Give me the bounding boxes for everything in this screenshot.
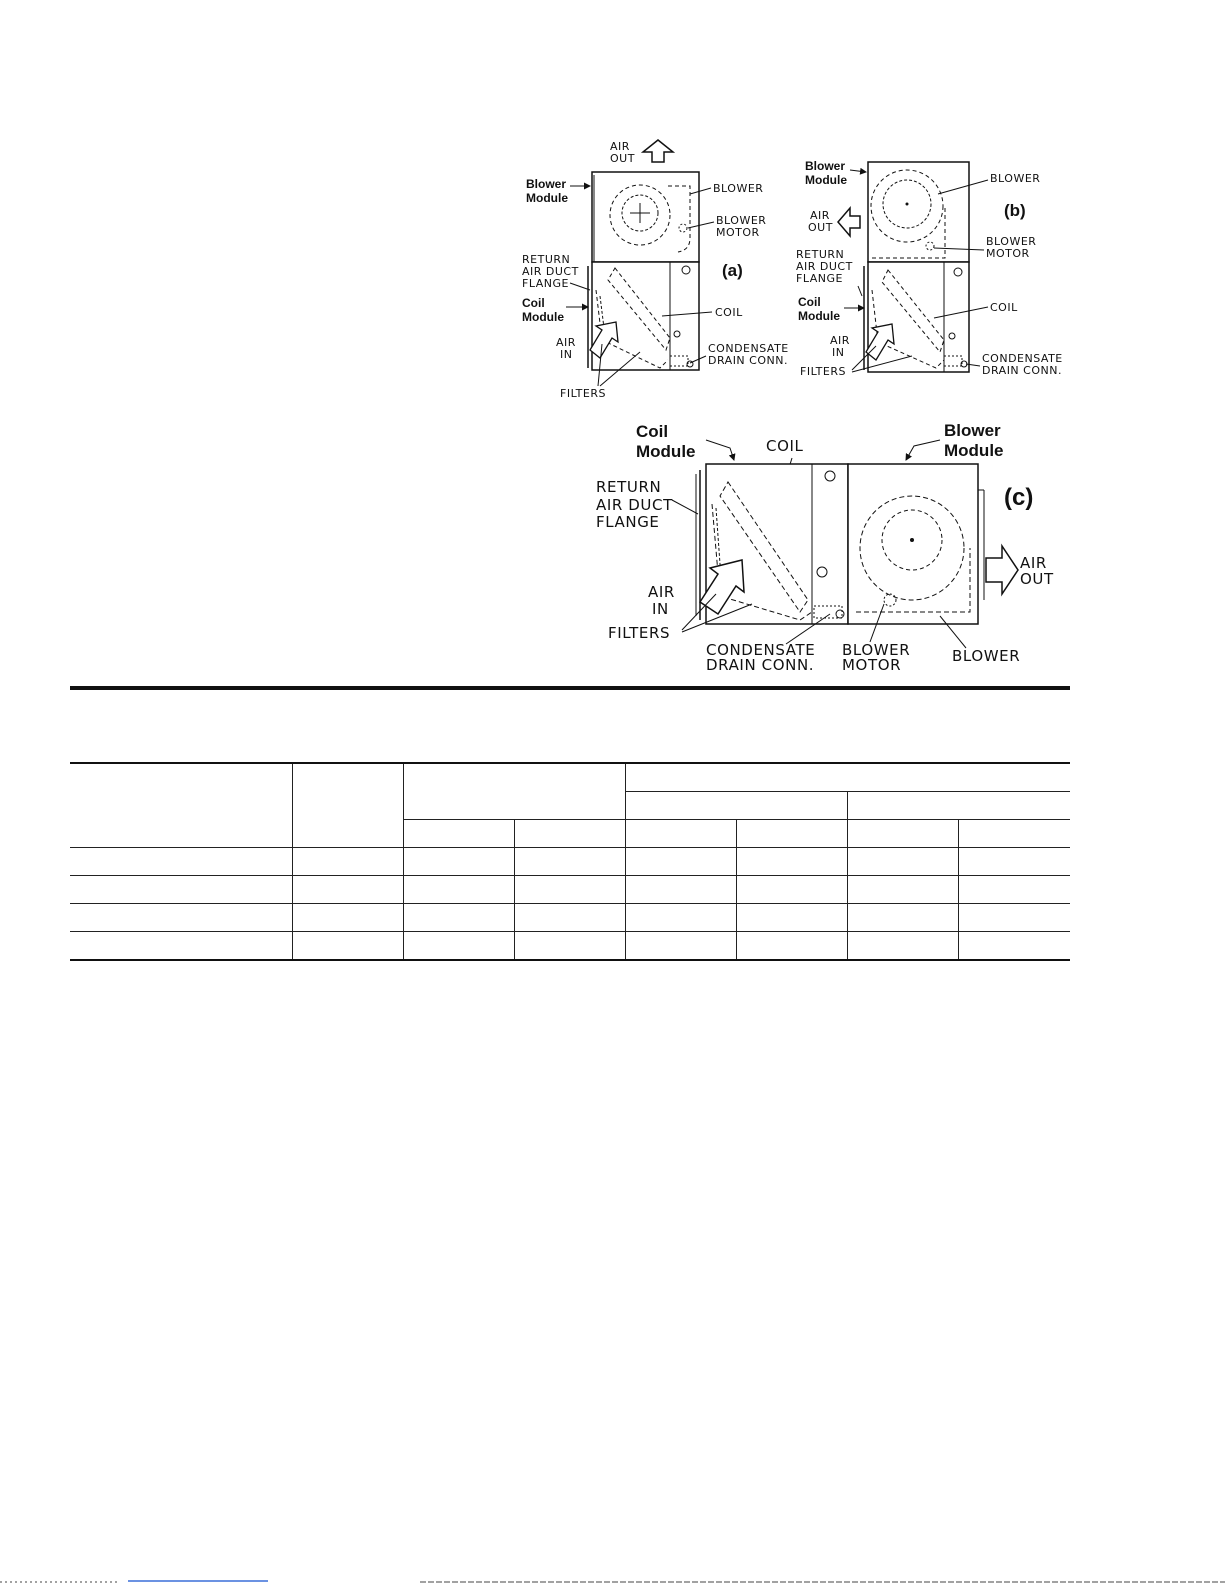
coil-label: COIL	[715, 306, 743, 319]
table-row	[70, 904, 1070, 932]
coil-module-box	[592, 262, 699, 370]
condensate-label: CONDENSATE	[982, 352, 1063, 365]
coil-module-label: Coil	[798, 295, 821, 309]
svg-text:Module: Module	[526, 191, 568, 205]
air-in-label: AIR	[648, 583, 675, 601]
filters-label: FILTERS	[560, 387, 606, 400]
blower-motor-label: BLOWER	[716, 214, 767, 227]
svg-text:AIR DUCT: AIR DUCT	[596, 496, 673, 514]
configuration-figures	[0, 0, 1225, 700]
specification-table	[70, 762, 1070, 961]
figure-tag-a: (a)	[722, 261, 743, 280]
figure-a-vertical-upflow	[522, 140, 789, 400]
svg-text:IN: IN	[652, 600, 669, 618]
table-row	[70, 876, 1070, 904]
figure-tag-b: (b)	[1004, 201, 1026, 220]
table-row	[70, 848, 1070, 876]
air-out-arrow-icon	[838, 208, 860, 236]
svg-text:Module: Module	[798, 309, 840, 323]
blower-label: BLOWER	[952, 647, 1021, 665]
coil-label: COIL	[766, 437, 804, 455]
svg-text:Module: Module	[636, 442, 696, 461]
air-out-label: AIR	[810, 209, 830, 222]
air-in-label: AIR	[830, 334, 850, 347]
svg-text:IN: IN	[560, 348, 573, 361]
coil-module-label: Coil	[522, 296, 545, 310]
svg-text:MOTOR: MOTOR	[986, 247, 1030, 260]
svg-text:Module: Module	[522, 310, 564, 324]
svg-text:DRAIN CONN.: DRAIN CONN.	[708, 354, 788, 367]
svg-text:DRAIN CONN.: DRAIN CONN.	[982, 364, 1062, 377]
filters-label: FILTERS	[800, 365, 846, 378]
blower-motor-label: BLOWER	[842, 641, 911, 659]
page-bottom-edge	[0, 1579, 1225, 1585]
air-out-arrow-icon	[643, 140, 673, 162]
section-divider	[70, 686, 1070, 690]
blower-label: BLOWER	[990, 172, 1041, 185]
svg-text:DRAIN CONN.: DRAIN CONN.	[706, 656, 815, 674]
svg-text:Module: Module	[805, 173, 847, 187]
blower-module-label: Blower	[526, 177, 567, 191]
figure-c-horizontal	[596, 421, 1054, 674]
air-out-label: AIR	[1020, 554, 1047, 572]
coil-label: COIL	[990, 301, 1018, 314]
figure-tag-c: (c)	[1004, 484, 1034, 511]
blower-module-box	[868, 162, 969, 262]
svg-text:MOTOR: MOTOR	[842, 656, 902, 674]
return-flange-label: RETURN	[596, 478, 662, 496]
svg-text:AIR DUCT: AIR DUCT	[796, 260, 853, 273]
svg-text:FLANGE: FLANGE	[522, 277, 569, 290]
svg-text:OUT: OUT	[1020, 570, 1054, 588]
svg-text:FLANGE: FLANGE	[796, 272, 843, 285]
condensate-label: CONDENSATE	[706, 641, 816, 659]
air-in-label: AIR	[556, 336, 576, 349]
return-flange-label: RETURN	[522, 253, 571, 266]
filters-label: FILTERS	[608, 624, 671, 642]
svg-text:IN: IN	[832, 346, 845, 359]
svg-text:OUT: OUT	[610, 152, 635, 165]
svg-text:OUT: OUT	[808, 221, 833, 234]
svg-text:FLANGE: FLANGE	[596, 513, 660, 531]
blower-motor-label: BLOWER	[986, 235, 1037, 248]
figure-b-vertical-side-discharge	[796, 159, 1063, 378]
blower-label: BLOWER	[713, 182, 764, 195]
return-flange-label: RETURN	[796, 248, 845, 261]
blower-module-label: Blower	[805, 159, 846, 173]
condensate-label: CONDENSATE	[708, 342, 789, 355]
air-out-label: AIR	[610, 140, 630, 153]
svg-text:MOTOR: MOTOR	[716, 226, 760, 239]
coil-module-label: Coil	[636, 422, 669, 441]
air-out-arrow-icon	[986, 546, 1018, 594]
table-header-row	[70, 763, 1070, 792]
svg-text:Module: Module	[944, 441, 1004, 460]
blower-module-label: Blower	[944, 421, 1001, 440]
svg-text:AIR DUCT: AIR DUCT	[522, 265, 579, 278]
table-row	[70, 932, 1070, 961]
